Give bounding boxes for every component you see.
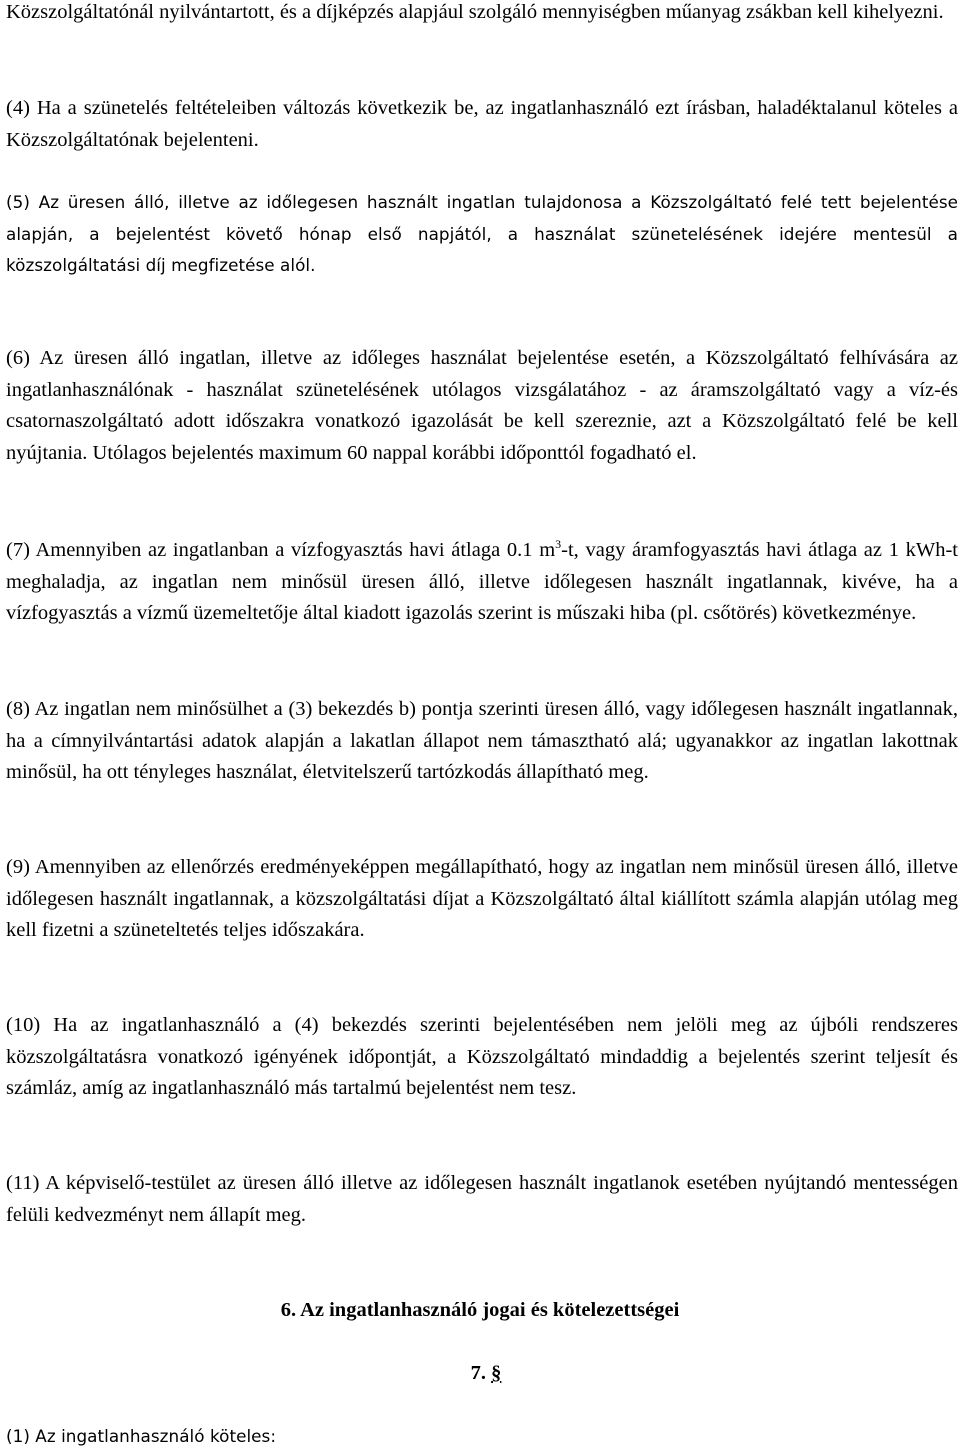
section-number-label: 7. — [470, 1362, 486, 1384]
paragraph-6: (6) Az üresen álló ingatlan, illetve az időleges használat bejelentése esetén, a Közszolgáltató felhívására az ingatlanhasználónak - használat szünetelésének utólagos vizsgálatához - az áramszolgáltató vagy a víz-és csatornaszolgáltató adott időszakra vonatkozó igazolását be kell szereznie, azt a Közszolgáltató felé be kell nyújtania. Utólagos bejelentés maximum 60 nappal korábbi időponttól fogadható el. — [6, 347, 958, 464]
paragraph-7-text-start: (7) Amennyiben az ingatlanban a vízfogyasztás havi átlaga 0.1 m — [6, 539, 556, 561]
paragraph-8: (8) Az ingatlan nem minősülhet a (3) bekezdés b) pontja szerinti üresen álló, vagy időlegesen használt ingatlannak, ha a címnyilvántartási adatok alapján a lakatlan állapot nem támasztható alá; ugyanakkor az ingatlan lakottnak minősül, ha ott tényleges használat, életvitelszerű tartózkodás állapítható meg. — [6, 698, 958, 783]
section-number — [0, 1358, 960, 1390]
section-heading: 6. Az ingatlanhasználó jogai és kötelezettségei — [280, 1299, 680, 1321]
paragraph-4: (4) Ha a szünetelés feltételeiben változás következik be, az ingatlanhasználó ezt írásban, haladéktalanul köteles a Közszolgáltatónak bejelenteni. — [6, 97, 958, 151]
paragraph-9: (9) Amennyiben az ellenőrzés eredményeképpen megállapítható, hogy az ingatlan nem minősül üresen álló, illetve időlegesen használt ingatlannak, a közszolgáltatási díjat a Közszolgáltató által kiállított számla alapján utólag meg kell fizetni a szüneteltetés teljes időszakára. — [6, 856, 958, 941]
paragraph-5: (5) Az üresen álló, illetve az időlegesen használt ingatlan tulajdonosa a Közszolgáltató felé tett bejelentése alapján, a bejelentést követő hónap első napjától, a használat szünetelésének idejére mentesül a közszolgáltatási díj megfizetése alól. — [6, 192, 958, 275]
paragraph-final: (1) Az ingatlanhasználó köteles: — [6, 1426, 277, 1446]
superscript-exponent: 3 — [555, 537, 562, 552]
paragraph-10: (10) Ha az ingatlanhasználó a (4) bekezdés szerinti bejelentésében nem jelöli meg az újbóli rendszeres közszolgáltatásra vonatkozó igényének időpontját, a Közszolgáltató mindaddig a bejelentés szerint teljesít és számláz, amíg az ingatlanhasználó más tartalmú bejelentést nem tesz. — [6, 1014, 958, 1099]
paragraph-7-text-end: -t, vagy áramfogyasztás havi átlaga az 1 kWh-t meghaladja, az ingatlan nem minősül üresen álló, illetve időlegesen használt ingatlannak, kivéve, ha a vízfogyasztás a vízmű üzemeltetője által kiadott igazolás szerint is műszaki hiba (pl. csőtörés) következménye. — [6, 539, 959, 624]
paragraph-7 — [6, 535, 958, 630]
paragraph-11: (11) A képviselő-testület az üresen álló illetve az időlegesen használt ingatlanok esetében nyújtandó mentességen felüli kedvezményt nem állapít meg. — [6, 1172, 958, 1226]
section-sign: § — [491, 1362, 502, 1384]
paragraph-continuation: Közszolgáltatónál nyilvántartott, és a díjképzés alapjául szolgáló mennyiségben műanyag zsákban kell kihelyezni. — [6, 1, 944, 23]
